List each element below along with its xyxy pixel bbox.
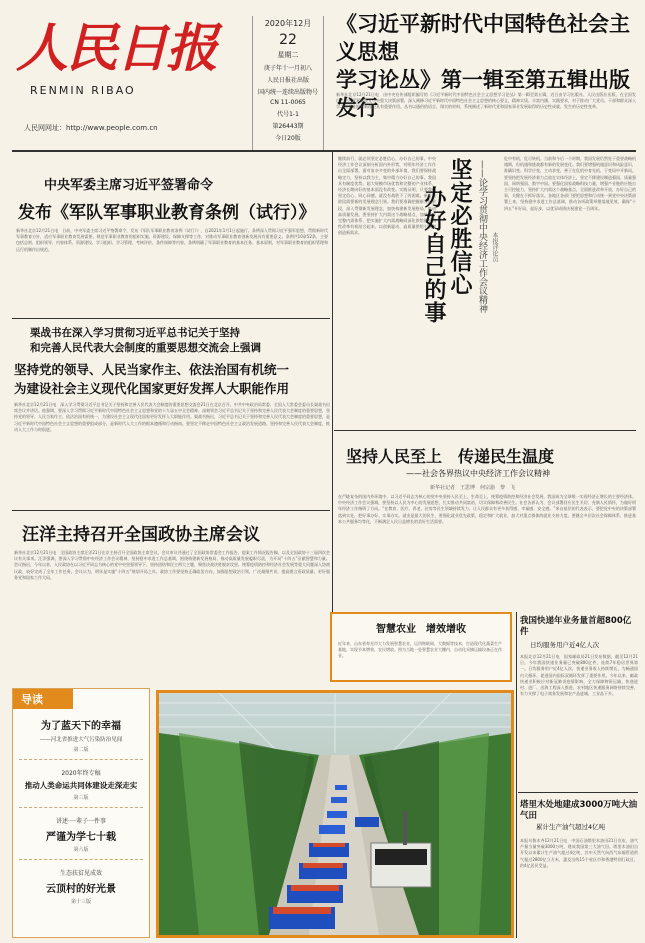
li-title[interactable] [14,360,330,398]
guide-item-kicker: 生态扶贫见成效 [59,870,102,877]
guide-item-kicker: 2020年终专稿 [61,770,101,777]
cn-number: CN 11-0065 [270,99,306,106]
guide-item-title: 严谨为学七十载 [46,832,116,843]
rule-top [12,150,636,152]
masthead [16,14,246,142]
commentary-title-1: 坚定必胜信心 [447,158,472,296]
guide-item-page: 第六版 [73,847,89,853]
guide-item-title: 推动人类命运共同体建设走深走实 [24,781,138,790]
commentary-vertical-title[interactable] [446,158,472,296]
lead-article-body: 新华社北京12月21日电 由中央宣传部组织编写的《习近平新时代中国特色社会主义思想学习论丛》第一辑至第五辑，近日由学习出版社、人民出版社出版，在全国发行。论丛紧紧围绕党中央重大决策部署，深入阐释习近平新时代中国特色社会主义思想的核心要义、精神实质、丰富内涵、实践要求，对于推动广大党员、干部和群众深入学习领会党的创新理论具有重要作用。丛书以通俗的语言、翔实的材料，系统阐述了新时代党和国家事业发展取得的历史性成就、发生的历史性变革。 [336,92,636,110]
li-kicker-line2: 和完善人民代表大会制度的重要思想交流会上强调 [30,342,261,354]
masthead-url: 人民网网址：http://www.people.com.cn [24,124,158,132]
issue-number: 第26443期 [272,123,304,130]
page-count: 今日20版 [275,135,301,142]
people-body: 在严峻复杂的国内外环境中，以习近平同志为核心的党中央坚持人民至上、生命至上，统筹疫情防控和经济社会发展，我国成为全球唯一实现经济正增长的主要经济体。中央经济工作会议强调，要坚持以人民为中心的发展思想，扎实推动共同富裕，切实保障和改善民生。社会各界认为，会议部署回应民生关切，充满人民情怀，为做好明年经济工作指明了方向。“在教育、医疗、养老、住房等民生领域持续发力，让人民群众有更多获得感、幸福感、安全感。”来自基层的代表表示，要把党中央的决策部署落到实处，把好事办好、实事办实。就业是最大的民生，要强化就业优先政策，稳定和扩大就业，加大对重点群体的就业支持力度。要健全多层次社会保障体系，推进基本公共服务均等化，不断满足人民日益增长的美好生活需要。 [338,494,636,524]
issn-label: 国内统一连续出版物号 [257,89,318,96]
li-title-line2: 为建设社会主义现代化国家更好发挥人大职能作用 [14,381,290,396]
guide-item[interactable] [19,860,143,911]
greenhouse-illustration [159,693,511,935]
li-body: 新华社北京12月21日电 深入学习贯彻习近平总书记关于坚持和完善人民代表大会制度的重要思想交流会21日在北京召开。中共中央政治局常委、全国人大常委会委员长栗战书出席会议并讲话。他强调，要深入学习贯彻习近平新时代中国特色社会主义思想和党的十九届五中全会精神，深刻领会习近平总书记关于坚持和完善人民代表大会制度的重要思想，坚持党的领导、人民当家作主、依法治国有机统一，为建设社会主义现代化国家更好发挥人大职能作用。栗战书指出，习近平总书记关于坚持和完善人民代表大会制度的重要思想，是习近平新时代中国特色社会主义思想的重要组成部分，是新时代人大工作的根本遵循和行动指南。要坚定不移走中国特色社会主义政治发展道路，坚持和完善人民代表大会制度，推动人大工作与时俱进。 [14,402,330,432]
commentary-title-2: 办好自己的事 [421,186,446,324]
date-day: 22 [279,32,297,48]
rule-left-2 [12,510,330,511]
rule-vertical-right [516,612,517,938]
guide-header: 导读 [13,689,73,709]
military-body: 新华社北京12月21日电 日前，中央军委主席习近平签署命令，发布《军队军事职业教育条例（试行）》，自2021年1月1日起施行。条例深入贯彻习近平强军思想，贯彻新时代军事教育方针，适应军事职业教育发展需要，规范军事职业教育的组织实施、资源建设、保障支撑等工作，对推动军事职业教育创新发展具有重要意义。条例共10章52条，主要包括总则、组织领导、内容体系、资源建设、学习组织、学习管理、考核评价、条件保障等内容。条例明确了军事职业教育的基本任务、基本原则，对军事职业教育的组织管理和运行机制作出规范。 [16,228,328,252]
agri-caption-title: 智慧农业 增效增收 [376,624,466,635]
lead-headline-line1: 《习近平新时代中国特色社会主义思想 [336,12,630,64]
li-kicker-line1: 栗战书在深入学习贯彻习近平总书记关于坚持 [30,327,240,339]
gas-subtitle: 累计生产油气超过4亿吨 [536,823,606,831]
lead-headline-line2: 学习论丛》第一辑至第五辑出版发行 [336,68,630,120]
commentary-body-left: 继续前行，就必须坚定必胜信心，办好自己的事。中央经济工作会议深刻分析国内外形势，对明年经济工作作出全面部署。面对复杂多变的外部环境，我们要保持战略定力，坚持以我为主，集中精力办好自己的事。我国具有制度优势、超大规模市场优势和完整的产业体系，经济长期向好的基本面没有改变。实践证明，只要我们坚定信心、同心同德，就没有战胜不了的困难。新发展阶段需要新的发展理念引领。我们要准确把握新发展阶段，深入贯彻新发展理念，加快构建新发展格局，推动高质量发展。要坚持扩大内需这个战略基点，加快培育完整内需体系，把实施扩大内需战略同深化供给侧结构性改革有机结合起来，以创新驱动、高质量供给引领和创造新需求。 [338,156,436,236]
agri-caption-box [330,612,512,682]
li-title-line1: 坚持党的领导、人民当家作主、依法治国有机统一 [14,362,290,377]
greenhouse-photo [156,690,514,938]
guide-item[interactable] [19,709,143,760]
people-subtitle: ——社会各界热议中央经济工作会议精神 [406,469,550,478]
masthead-roman: RENMIN RIBAO [30,84,136,97]
date-box [252,16,324,152]
guide-item-sub: ——河北省推进大气污染防治见闻 [39,737,123,743]
people-byline: 新华社记者 王思博 何宗渝 黎 飞 [430,485,516,491]
guide-item-title: 为了蓝天下的幸福 [41,721,121,732]
agri-caption-text: 近年来，山东省寿光市大力发展智慧农业，运用物联网、大数据等技术，打造现代化蔬菜生产基地，实现节本增效、农民增收。图为当地一处智慧农业大棚内，自动化采摘运输设备正在作业。 [338,641,502,658]
military-dateline: 新华社北京12月21日电 [16,228,59,233]
gas-title[interactable]: 塔里木处地建成3000万吨大油气田 [520,800,638,821]
rule-right-1 [334,430,636,431]
express-body: 本报北京12月21日电 国家邮政局21日发布数据，截至12月21日，今年我国快递业务量已突破800亿件，连续7年稳居世界第一。日均服务用户近4亿人次，快递业务收入持续增长，为畅通国内大循环、促进国内国际双循环发挥了重要作用。今年以来，邮政快递业积极应对新冠肺炎疫情影响，全力保障物资运输，快递进村、进厂、出海工程深入推进，农村地区快递服务网络持续完善，有力支撑了电子商务发展和农产品进城、工业品下乡。 [520,654,638,697]
express-subtitle: 日均服务用户近4亿人次 [530,641,600,649]
guide-item[interactable] [19,808,143,860]
commentary-body-right: 危中有机，危可转机。当前和今后一个时期，我国发展仍然处于重要战略机遇期，但机遇和挑战都有新的发展变化。我们要增强机遇意识和风险意识，准确识变、科学应变、主动求变，善于在危机中育先机、于变局中开新局。要坚持把发展经济着力点放在实体经济上，坚定不移建设制造强国、质量强国、网络强国、数字中国。要强化国家战略科技力量，增强产业链供应链自主可控能力，坚持扩大内需这个战略基点，全面推进改革开放。办好自己的事，关键在于抓好落实。各地区各部门要把思想和行动统一到党中央决策部署上来，坚持稳中求进工作总基调，推动各项政策举措落地见效，确保“十四五”开好局、起好步，以优异成绩庆祝建党一百周年。 [504,156,636,211]
guide-item-page: 第二版 [73,747,89,753]
guide-item-page: 第三版 [73,795,89,801]
guide-item[interactable] [19,760,143,808]
date-lunar: 庚子年十一月初八 [263,65,312,72]
masthead-title: 人民日报 [16,18,217,79]
express-title[interactable]: 我国快递年业务量首超800亿件 [520,616,632,637]
commentary-vertical-title-2 [420,186,446,324]
li-kicker [30,326,330,356]
guide-item-page: 第十三版 [70,899,91,905]
wang-body: 新华社北京12月21日电 全国政协主席汪洋21日在京主持召开全国政协主席会议。会议审议并通过了全国政协常委会工作报告、提案工作情况报告稿，以及全国政协十三届四次会议有关事项。汪洋强调，要深入学习贯彻中央经济工作会议精神，坚持稳中求进工作总基调，围绕构建新发展格局、推动高质量发展履职尽责，为开局“十四五”贡献智慧和力量。会议指出，今年以来，人民政协在以习近平同志为核心的党中央坚强领导下，坚持团结和民主两大主题，聚焦决战决胜脱贫攻坚、统筹疫情防控和经济社会发展等重大问题深入协商议政，较好完成了全年工作任务。会议认为，明年是实施“十四五”规划开局之年，政协工作要坚持正确政治方向，加强思想政治引领，广泛凝聚共识，提高建言资政质量，更好服务党和国家工作大局。 [14,550,330,580]
wang-title[interactable]: 汪洋主持召开全国政协主席会议 [22,525,260,545]
guide-item-kicker: 讲述·一辈子一件事 [56,818,106,825]
military-kicker: 中央军委主席习近平签署命令 [44,178,214,193]
commentary-byline: 本报评论员 [491,232,498,262]
code-number: 代号1-1 [277,111,299,118]
rule-right-2 [518,792,638,793]
gas-body: 本报乌鲁木齐12月21日电 中国石油塔里木油田21日宣布，油气产量当量突破3000万吨，建成我国第三大油气田。塔里木油田自开发以来累计生产油气超过4亿吨，其中天然气向西气东输管道供气超过2800亿立方米，惠及沿线15个省区市和香港特别行政区，约4亿居民受益。 [520,838,638,868]
people-title[interactable]: 坚持人民至上 传递民生温度 [346,447,555,466]
military-title[interactable]: 发布《军队军事职业教育条例（试行）》 [18,203,316,223]
rule-left-1 [12,318,330,319]
commentary-subtitle: ——论学习贯彻中央经济工作会议精神 [477,160,487,313]
date-week: 星期二 [277,51,299,59]
guide-box [12,688,150,938]
guide-item-title: 云顶村的好光景 [46,884,116,895]
publisher: 人民日报社出版 [266,77,309,84]
date-year: 2020年12月 [264,19,312,28]
rule-vertical-middle [332,152,333,612]
